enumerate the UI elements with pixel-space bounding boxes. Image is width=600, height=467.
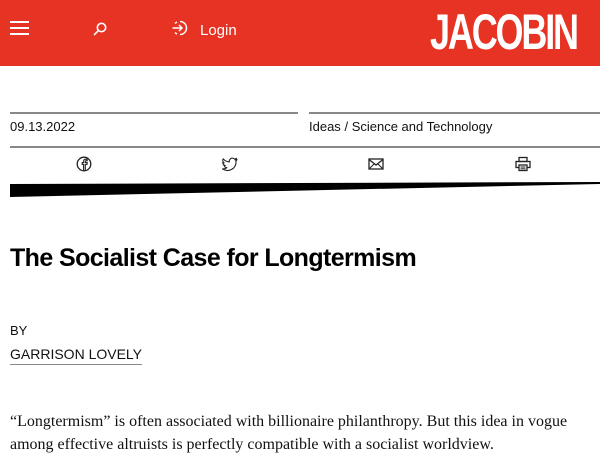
print-icon[interactable] [515,156,531,172]
category-link-ideas[interactable]: Ideas [309,119,341,134]
login-label: Login [200,21,237,39]
divider [309,112,600,114]
article-title: The Socialist Case for Longtermism [10,244,417,272]
menu-icon-bar [10,33,29,35]
menu-icon-bar [10,27,29,29]
site-header [0,0,600,66]
breadcrumb-separator: / [344,119,349,134]
search-icon[interactable] [92,21,108,37]
divider [10,112,298,114]
login-icon [171,19,189,42]
login-button[interactable] [171,20,237,40]
decorative-wedge-divider [10,182,600,198]
breadcrumb [309,119,492,134]
category-link-science-technology[interactable]: Science and Technology [351,119,493,134]
facebook-icon[interactable] [76,156,92,172]
email-icon[interactable] [368,156,384,172]
byline-label: BY [10,323,28,338]
divider [10,146,600,148]
site-logo[interactable]: JACOBIN [430,4,577,60]
menu-icon[interactable] [10,20,29,36]
article-dek: “Longtermism” is often associated with billionaire philanthropy. But this idea in vogue among effective altruists is perfectly compatible with a socialist worldview. [10,413,568,453]
publish-date: 09.13.2022 [10,119,76,134]
menu-icon-bar [10,21,29,23]
twitter-icon[interactable] [222,156,238,172]
author-link[interactable]: GARRISON LOVELY [10,346,142,365]
